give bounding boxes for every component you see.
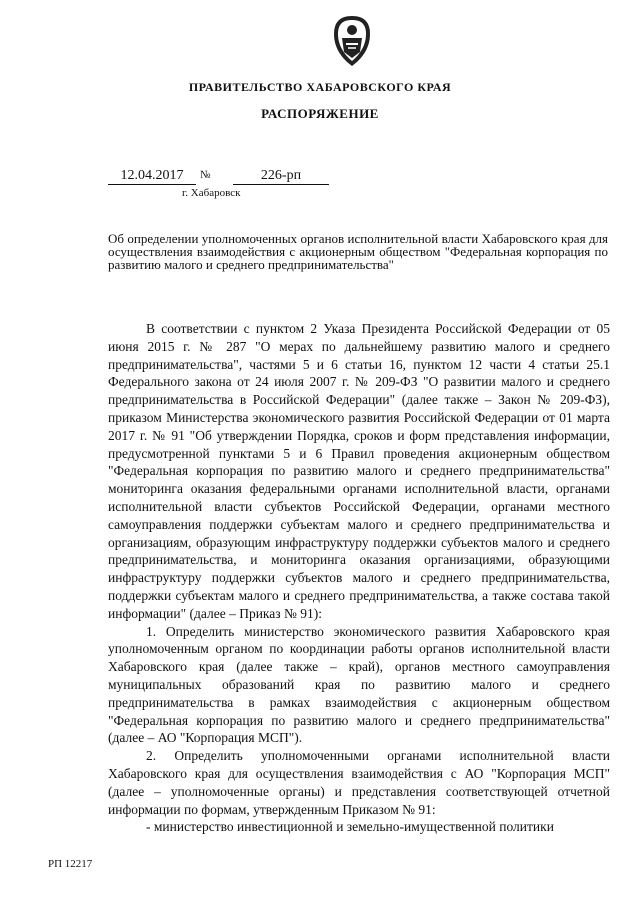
coat-of-arms-icon [330,14,374,68]
document-city: г. Хабаровск [182,187,241,199]
registration-code: РП 12217 [48,858,93,870]
body-paragraph: 1. Определить министерство экономического развития Хабаровского края уполномоченным органом по координации работы органов исполнительной власти Хабаровского края (далее также – край), органов местного самоуправления муниципальных образований края по развитию малого и среднего предпринимательства в рамках взаимодействия с акционерным обществом "Федеральная корпорация по развитию малого и среднего предпринимательства" (далее – АО "Корпорация МСП"). [108,623,610,746]
document-type-title: РАСПОРЯЖЕНИЕ [261,106,379,121]
body-paragraph: В соответствии с пунктом 2 Указа Президента Российской Федерации от 05 июня 2015 г. № 287 "О мерах по дальнейшему развитию малого и среднего предпринимательства", частями 5 и 6 статьи 16, пунктом 12 части 4 статьи 25.1 Федерального закона от 24 июля 2007 г. № 209-ФЗ "О развитии малого и среднего предпринимательства в Российской Федерации" (далее также – Закон № 209-ФЗ), приказом Министерства экономического развития Российской Федерации от 01 марта 2017 г. № 91 "Об утверждении Порядка, сроков и форм представления информации, предусмотренной пунктами 5 и 6 Правил проведения акционерным обществом "Федеральная корпорация по развитию малого и среднего предпринимательства" мониторинга оказания федеральными органами исполнительной власти, органами исполнительной власти субъектов Российской Федерации, органами местного самоуправления поддержки субъектам малого и среднего предпринимательства и организациям, образующим инфраструктуру поддержки субъектов малого и среднего предпринимательства, и мониторинга оказания организациями, образующими инфраструктуру поддержки субъектов малого и среднего предпринимательства, поддержки субъектам малого и среднего предпринимательства, а также состава такой информации" (далее – Приказ № 91): [108,321,610,621]
number-sign: № [200,169,211,181]
body-paragraph: 2. Определить уполномоченными органами исполнительной власти Хабаровского края для осуществления взаимодействия с АО "Корпорация МСП" (далее – уполномоченные органы) и представления соответствующей отчетной информации по формам, утвержденным Приказом № 91: [108,748,610,817]
document-number: 226-рп [233,168,329,185]
body-paragraph: - министерство инвестиционной и земельно-имущественной политики [146,819,554,835]
document-body [108,320,610,836]
document-date: 12.04.2017 [108,168,196,185]
organization-title: ПРАВИТЕЛЬСТВО ХАБАРОВСКОГО КРАЯ [188,80,452,94]
document-subject: Об определении уполномоченных органов исполнительной власти Хабаровского края для осуществления взаимодействия с акционерным обществом "Федеральная корпорация по развитию малого и среднего предпринимательства" [108,231,608,272]
